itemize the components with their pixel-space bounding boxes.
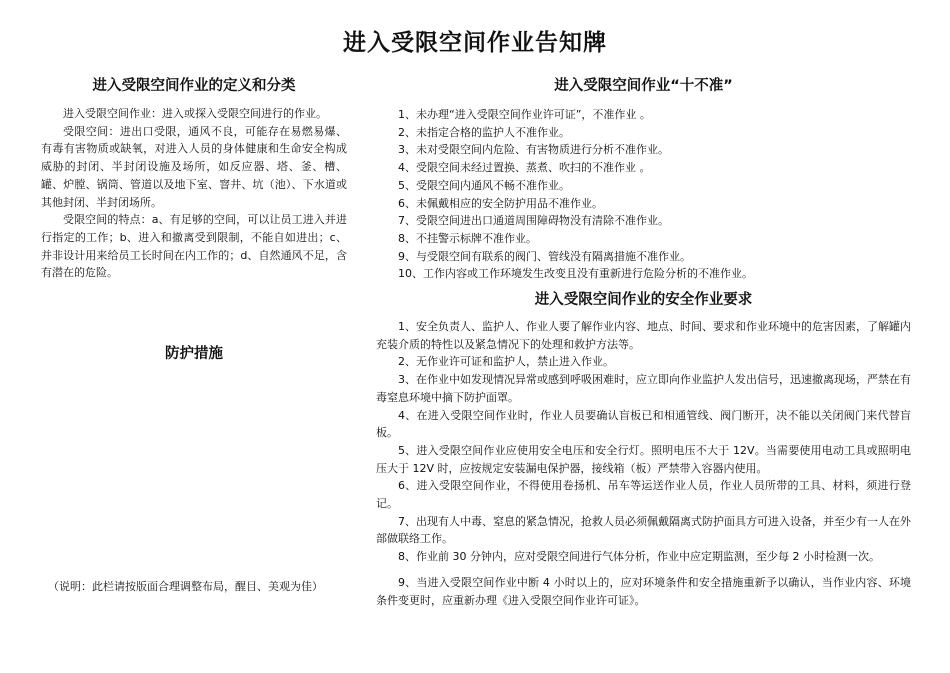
- list-item: 7、出现有人中毒、窒息的紧急情况，抢救人员必须佩戴隔离式防护面具方可进入设备，并至少有一人在外部做联络工作。: [376, 514, 911, 546]
- list-item: 5、进入受限空间作业应使用安全电压和安全行灯。照明电压不大于 12V。当需要使用电动工具或照明电压大于 12V 时，应按规定安装漏电保护器，接线箱（板）严禁带入容器内使用。: [376, 443, 911, 475]
- list-item: 6、进入受限空间作业，不得使用卷扬机、吊车等运送作业人员，作业人员所带的工具、材料，须进行登记。: [376, 479, 911, 511]
- ten-prohibitions-list: [398, 106, 798, 283]
- safety-requirements-list: [376, 318, 911, 609]
- list-item: 3、在作业中如发现情况异常或感到呼吸困难时，应立即向作业监护人发出信号，迅速撤离现场，严禁在有毒窒息环境中摘下防护面罩。: [376, 373, 911, 404]
- definition-heading: 进入受限空间作业的定义和分类: [92, 78, 296, 94]
- list-item: 10、工作内容或工作环境发生改变且没有重新进行危险分析的不准作业。: [398, 267, 753, 281]
- definition-paragraph: 受限空间的特点：a、有足够的空间，可以让员工进入并进行指定的工作；b、进入和撤离受到限制，不能自如进出；c、并非设计用来给员工长时间在内工作的；d、自然通风不足，含有潜在的危险。: [41, 213, 347, 280]
- list-item: 7、受限空间进出口通道周围障碍物没有清除不准作业。: [398, 214, 669, 228]
- list-item: 8、不挂警示标牌不准作业。: [398, 231, 537, 245]
- list-item: 9、与受限空间有联系的阀门、管线没有隔离措施不准作业。: [398, 249, 691, 263]
- page-title: 进入受限空间作业告知牌: [343, 30, 607, 56]
- list-item: 6、未佩戴相应的安全防护用品不准作业。: [398, 196, 603, 210]
- definition-section: [41, 105, 347, 282]
- definition-paragraph: 受限空间：进出口受限，通风不良，可能存在易燃易爆、有毒有害物质或缺氧，对进入人员的身体健康和生命安全构成威胁的封闭、半封闭设施及场所，如反应器、塔、釜、槽、罐、炉膛、锅筒、管道以及地下室、窨井、坑（池）、下水道或其他封闭、半封闭场所。: [41, 124, 347, 209]
- list-item: 2、无作业许可证和监护人，禁止进入作业。: [398, 355, 614, 369]
- list-item: 8、作业前 30 分钟内，应对受限空间进行气体分析，作业中应定期监测，至少每 2 小时检测一次。: [398, 550, 880, 564]
- list-item: 3、未对受限空间内危险、有害物质进行分析不准作业。: [398, 143, 669, 157]
- safety-requirements-heading: 进入受限空间作业的安全作业要求: [534, 292, 753, 308]
- list-item: 9、当进入受限空间作业中断 4 小时以上的，应对环境条件和安全措施重新予以确认，当作业内容、环境条件变更时，应重新办理《进入受限空间作业许可证》。: [376, 575, 911, 607]
- list-item: 1、安全负责人、监护人、作业人要了解作业内容、地点、时间、要求和作业环境中的危害因素，了解罐内充装介质的特性以及紧急情况下的处理和救护方法等。: [376, 320, 911, 351]
- layout-note: （说明：此栏请按版面合理调整布局，醒目、美观为佳）: [48, 580, 323, 593]
- list-item: 5、受限空间内通风不畅不准作业。: [398, 178, 570, 192]
- list-item: 4、受限空间未经过置换、蒸煮、吹扫的不准作业 。: [398, 161, 651, 175]
- list-item: 2、未指定合格的监护人不准作业。: [398, 125, 570, 139]
- list-item: 1、未办理“进入受限空间作业许可证”，不准作业 。: [398, 108, 651, 121]
- definition-paragraph: 进入受限空间作业：进入或探入受限空间进行的作业。: [63, 107, 327, 120]
- ten-prohibitions-heading: 进入受限空间作业“十不准”: [554, 78, 733, 94]
- list-item: 4、在进入受限空间作业时，作业人员要确认盲板已和相通管线、阀门断开，决不能以关闭阀门来代替盲板。: [376, 408, 911, 440]
- protection-heading: 防护措施: [165, 346, 223, 362]
